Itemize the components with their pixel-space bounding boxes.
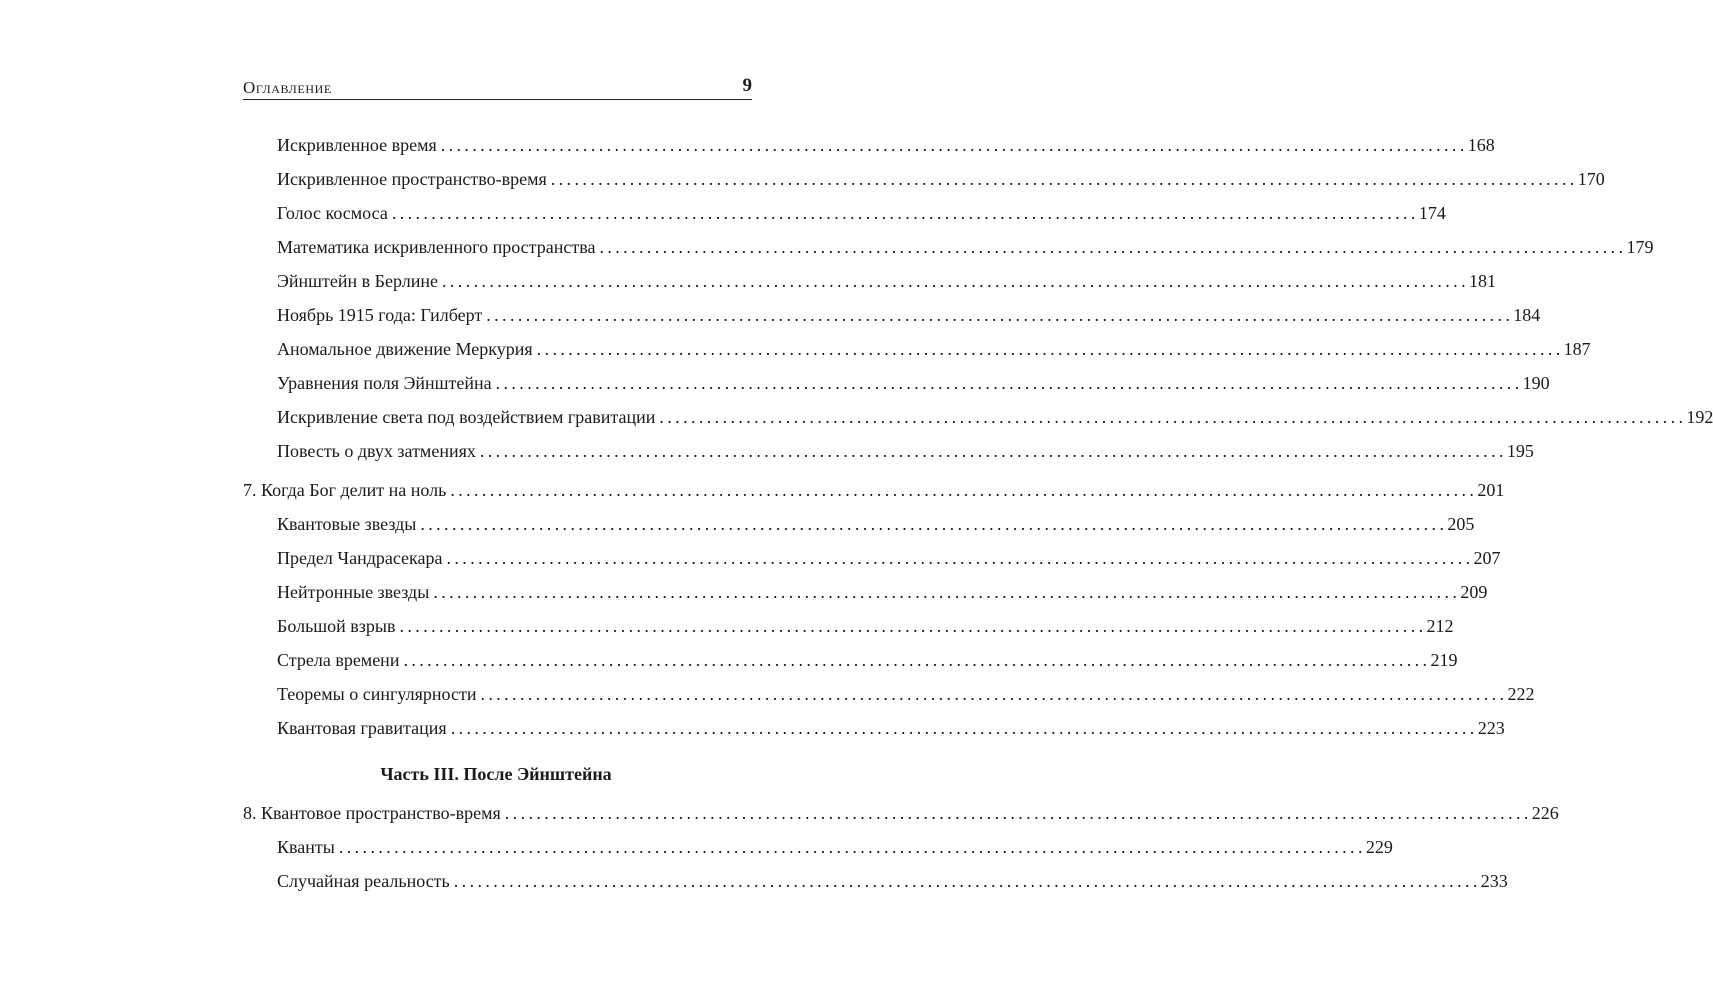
toc-entry[interactable] — [277, 649, 1458, 671]
toc-entry[interactable] — [277, 168, 1605, 190]
dot-leader: .................................................................................................................................. — [536, 339, 1564, 359]
toc-entry-title: Искривленное время — [277, 135, 437, 155]
toc-entry-title: Большой взрыв — [277, 616, 396, 636]
toc-entry-page: 233 — [1480, 871, 1508, 891]
toc-entry-title: Квантовая гравитация — [277, 718, 447, 738]
dot-leader: .................................................................................................................................. — [659, 407, 1687, 427]
toc-entry-page: 192 — [1686, 407, 1713, 427]
toc-chapter-title: 7. Когда Бог делит на ноль — [243, 480, 447, 500]
dot-leader: .................................................................................................................................. — [420, 514, 1448, 534]
toc-chapter-page: 226 — [1531, 803, 1559, 823]
dot-leader: .................................................................................................................................. — [403, 650, 1431, 670]
toc-entry-page: 223 — [1477, 718, 1505, 738]
toc-entry[interactable] — [277, 836, 1393, 858]
toc-entry-title: Повесть о двух затмениях — [277, 441, 476, 461]
dot-leader: .................................................................................................................................. — [486, 305, 1514, 325]
toc-chapter-page: 201 — [1477, 480, 1505, 500]
toc-entry[interactable] — [277, 581, 1488, 603]
dot-leader: .................................................................................................................................. — [450, 718, 1478, 738]
toc-entry-title: Стрела времени — [277, 650, 400, 670]
toc-entry-title: Кванты — [277, 837, 335, 857]
toc-entry[interactable] — [277, 513, 1475, 535]
toc-entry[interactable] — [277, 338, 1591, 360]
toc-entry-title: Математика искривленного пространства — [277, 237, 596, 257]
toc-entry-title: Голос космоса — [277, 203, 388, 223]
dot-leader: .................................................................................................................................. — [399, 616, 1427, 636]
toc-entry[interactable] — [277, 683, 1535, 705]
toc-entry-page: 170 — [1577, 169, 1605, 189]
dot-leader: .................................................................................................................................. — [495, 373, 1523, 393]
toc-entry-title: Нейтронные звезды — [277, 582, 430, 602]
toc-entry-page: 219 — [1430, 650, 1458, 670]
toc-entry-title: Эйнштейн в Берлине — [277, 271, 438, 291]
toc-entry-title: Искривление света под воздействием гравитации — [277, 407, 656, 427]
toc-entry-page: 229 — [1365, 837, 1393, 857]
toc-entry[interactable] — [277, 202, 1446, 224]
toc-entry-title: Квантовые звезды — [277, 514, 417, 534]
dot-leader: .................................................................................................................................. — [441, 271, 1469, 291]
dot-leader: .................................................................................................................................. — [440, 135, 1468, 155]
dot-leader: .................................................................................................................................. — [550, 169, 1578, 189]
toc-entry[interactable] — [277, 372, 1550, 394]
toc-entry-page: 187 — [1563, 339, 1591, 359]
toc-entry-page: 212 — [1426, 616, 1454, 636]
header-rule — [243, 99, 752, 100]
toc-entry[interactable] — [277, 440, 1534, 462]
toc-entry-page: 168 — [1467, 135, 1495, 155]
toc-entry-page: 222 — [1507, 684, 1535, 704]
dot-leader: .................................................................................................................................. — [450, 480, 1478, 500]
toc-entry-title: Уравнения поля Эйнштейна — [277, 373, 492, 393]
toc-entry[interactable] — [277, 615, 1454, 637]
toc-entry[interactable] — [277, 304, 1541, 326]
toc-chapter-7[interactable] — [243, 479, 1505, 501]
toc-entry-page: 179 — [1626, 237, 1654, 257]
toc-entry-title: Аномальное движение Меркурия — [277, 339, 533, 359]
dot-leader: .................................................................................................................................. — [391, 203, 1419, 223]
toc-entry[interactable] — [277, 547, 1501, 569]
toc-entry[interactable] — [277, 717, 1505, 739]
toc-entry[interactable] — [277, 270, 1496, 292]
dot-leader: .................................................................................................................................. — [446, 548, 1474, 568]
toc-entry[interactable] — [277, 870, 1508, 892]
dot-leader: .................................................................................................................................. — [504, 803, 1532, 823]
toc-entry-page: 190 — [1522, 373, 1550, 393]
dot-leader: .................................................................................................................................. — [453, 871, 1481, 891]
toc-entry-title: Ноябрь 1915 года: Гилберт — [277, 305, 483, 325]
page-number: 9 — [742, 75, 752, 96]
part-heading: Часть III. После Эйнштейна — [380, 764, 612, 784]
dot-leader: .................................................................................................................................. — [480, 684, 1508, 704]
toc-entry-page: 207 — [1473, 548, 1501, 568]
dot-leader: .................................................................................................................................. — [599, 237, 1627, 257]
toc-entry-page: 181 — [1468, 271, 1496, 291]
toc-entry-title: Искривленное пространство-время — [277, 169, 547, 189]
toc-entry[interactable] — [277, 236, 1654, 258]
toc-entry-page: 209 — [1460, 582, 1488, 602]
toc-chapter-title: 8. Квантовое пространство-время — [243, 803, 501, 823]
toc-entry-title: Предел Чандрасекара — [277, 548, 443, 568]
toc-entry-page: 195 — [1506, 441, 1534, 461]
dot-leader: .................................................................................................................................. — [338, 837, 1366, 857]
running-header-title: Оглавление — [243, 78, 332, 97]
dot-leader: .................................................................................................................................. — [433, 582, 1461, 602]
toc-entry-title: Случайная реальность — [277, 871, 450, 891]
toc-entry-page: 184 — [1513, 305, 1541, 325]
toc-entry-title: Теоремы о сингулярности — [277, 684, 477, 704]
toc-entry[interactable] — [277, 406, 1713, 428]
toc-entry-page: 205 — [1447, 514, 1475, 534]
toc-chapter-8[interactable] — [243, 802, 1559, 824]
toc-entry[interactable] — [277, 134, 1495, 156]
toc-entry-page: 174 — [1418, 203, 1446, 223]
dot-leader: .................................................................................................................................. — [479, 441, 1507, 461]
